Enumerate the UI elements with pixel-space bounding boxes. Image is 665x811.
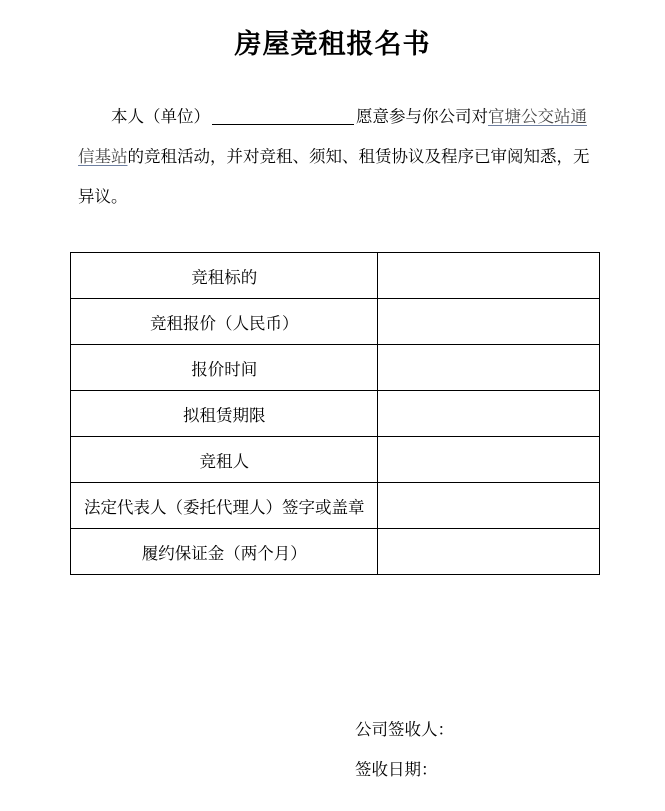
- row-value-cell[interactable]: [378, 299, 600, 345]
- table-row: [71, 391, 600, 437]
- table-row: [71, 253, 600, 299]
- row-value-cell[interactable]: [378, 345, 600, 391]
- site-name: 官塘公交站通信基站: [78, 107, 587, 166]
- row-label: 竞租报价（人民币）: [71, 299, 378, 345]
- applicant-name-blank[interactable]: [212, 106, 354, 125]
- declaration-lead: 本人（单位）: [111, 107, 210, 126]
- row-value-cell[interactable]: [378, 437, 600, 483]
- table-row: [71, 483, 600, 529]
- declaration-mid: 愿意参与你公司对: [356, 107, 488, 126]
- row-label: 法定代表人（委托代理人）签字或盖章: [71, 483, 378, 529]
- document-title: 房屋竞租报名书: [234, 29, 431, 60]
- row-label: 竞租人: [71, 437, 378, 483]
- row-label: 报价时间: [71, 345, 378, 391]
- date-label: 签收日期：: [355, 760, 438, 779]
- row-value-cell[interactable]: [378, 253, 600, 299]
- table-row: [71, 529, 600, 575]
- receipt-date: [355, 756, 438, 780]
- table-row: [71, 299, 600, 345]
- bid-info-table: [70, 252, 600, 575]
- row-label: 拟租赁期限: [71, 391, 378, 437]
- row-value-cell[interactable]: [378, 391, 600, 437]
- row-label: 竞租标的: [71, 253, 378, 299]
- receiver-signature: [355, 716, 454, 740]
- receiver-label: 公司签收人：: [355, 720, 454, 739]
- table-row: [71, 345, 600, 391]
- row-label: 履约保证金（两个月）: [71, 529, 378, 575]
- declaration-paragraph: [78, 97, 596, 217]
- row-value-cell[interactable]: [378, 483, 600, 529]
- table-row: [71, 437, 600, 483]
- declaration-rest: 的竞租活动，并对竞租、须知、租赁协议及程序已审阅知悉，无异议。: [78, 147, 590, 206]
- row-value-cell[interactable]: [378, 529, 600, 575]
